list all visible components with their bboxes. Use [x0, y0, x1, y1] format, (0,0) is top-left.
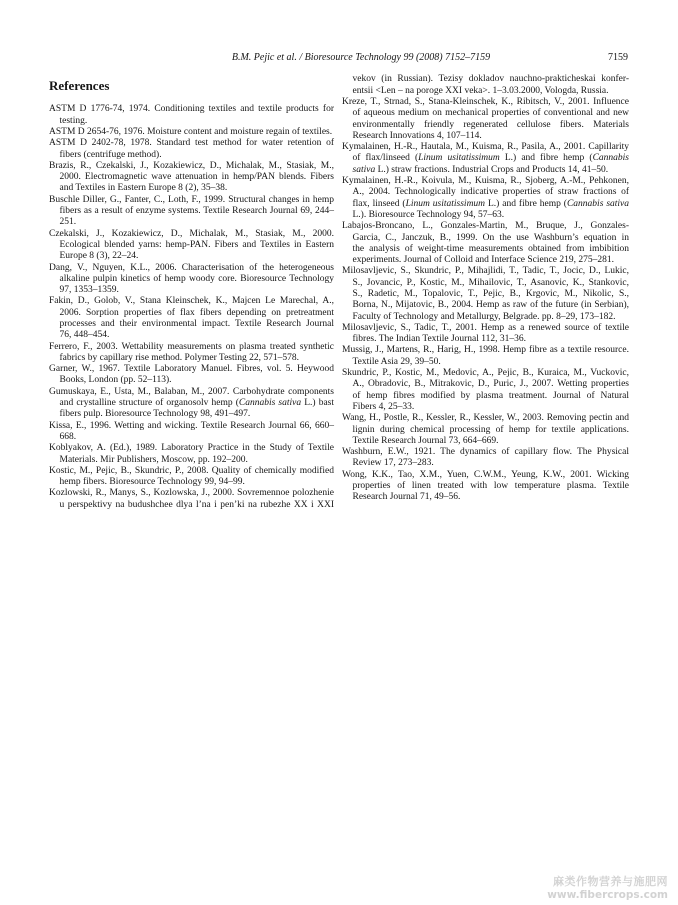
reference-text: Materials. Mir Publishers, Moscow, pp. 192–200.	[59, 454, 248, 465]
reference-text: Kymalainen, H.-R., Koivula, M., Kuisma, R., Sjoberg, A.-M., Pehkonen,	[342, 176, 629, 187]
reference-text: L.) and fibre hemp (	[499, 153, 593, 164]
reference-text: Milosavljevic, S., Skundric, P., Mihajlidi, T., Tadic, T., Jocic, D., Lukic,	[342, 266, 629, 277]
reference-text: entsii <Len – na poroge XXI veka>. 1–3.03.2000, Vologda, Russia.	[352, 85, 609, 96]
reference-text: vekov (in Russian). Tezisy dokladov nauchno-prakticheskai konfer-	[352, 74, 629, 85]
reference-line	[342, 233, 629, 244]
reference-line	[342, 323, 629, 334]
reference-entry	[49, 488, 334, 511]
reference-line	[342, 345, 629, 356]
reference-text: Kissa, E., 1996. Wetting and wicking. Textile Research Journal 66, 660–	[49, 420, 334, 431]
reference-text: Brazis, R., Czekalski, J., Kozakiewicz, D., Michalak, M., Stasiak, M.,	[49, 160, 334, 171]
italic-species-name: sativa	[352, 164, 376, 175]
reference-text: Faculty of Technology and Metallurgy, Belgrade. pp. 8–29, 173–182.	[352, 311, 616, 322]
reference-line	[342, 255, 629, 266]
reference-line	[342, 86, 629, 97]
italic-species-name: Linum usitatissimum	[405, 198, 486, 209]
reference-text: alkaline pulpin kinetics of hemp woody core. Bioresource Technology	[59, 273, 334, 284]
reference-text: Kreze, T., Strnad, S., Stana-Kleinschek, K., Ribitsch, V., 2001. Influence	[342, 96, 629, 107]
reference-line	[49, 455, 334, 466]
reference-entry	[49, 387, 334, 421]
reference-text: Dang, V., Nguyen, K.L., 2006. Characterisation of the heterogeneous	[49, 262, 334, 273]
reference-text: Garcia, C., Janczuk, B., 1999. On the use Washburn’s equation in	[352, 232, 629, 243]
references-heading: References	[49, 78, 110, 93]
reference-entry	[342, 447, 629, 470]
reference-entry	[49, 443, 334, 466]
reference-text: fibers (centrifuge method).	[59, 149, 162, 160]
reference-line	[49, 296, 334, 307]
reference-line	[342, 458, 629, 469]
reference-text: Czekalski, J., Kozakiewicz, D., Michalak, M., Stasiak, M., 2000.	[49, 228, 334, 239]
reference-text: Kostic, M., Pejic, B., Skundric, P., 2008. Quality of chemically modified	[49, 465, 334, 476]
reference-line	[49, 104, 334, 115]
reference-line	[49, 195, 334, 206]
reference-line	[342, 379, 629, 390]
reference-line	[342, 413, 629, 424]
reference-line	[342, 97, 629, 108]
reference-line	[49, 274, 334, 285]
reference-text: Research Journal 71, 49–56.	[352, 492, 461, 503]
reference-entry	[342, 97, 629, 142]
reference-line	[49, 240, 334, 251]
reference-line	[49, 172, 334, 183]
reference-text: fabrics by capillary rise method. Polymer Testing 22, 571–578.	[59, 352, 300, 363]
reference-line	[49, 432, 334, 443]
reference-text: hemp fibers. Bioresource Technology 99, 94–99.	[59, 477, 245, 488]
reference-text: A., 2004. Technologically indicative properties of straw fractions of	[352, 187, 629, 198]
reference-entry-continued	[342, 74, 629, 97]
reference-text: the analysis of weight-time measurements obtained from imbibition	[352, 243, 629, 254]
reference-line	[342, 165, 629, 176]
reference-text: lignin during chemical processing of hemp for textile applications.	[352, 424, 629, 435]
reference-line	[342, 492, 629, 503]
reference-text: 668.	[59, 431, 77, 442]
italic-species-name: Cannabis	[592, 153, 629, 164]
reference-text: fibres. The Indian Textile Journal 112, 31–36.	[352, 334, 527, 345]
reference-entry	[49, 421, 334, 444]
reference-line	[342, 221, 629, 232]
reference-text: L.). Bioresource Technology 94, 57–63.	[352, 209, 505, 220]
reference-line	[342, 210, 629, 221]
reference-line	[49, 116, 334, 127]
italic-species-name: Cannabis sativa	[238, 398, 302, 409]
reference-line	[342, 176, 629, 187]
page-number: 7159	[608, 52, 628, 63]
reference-text: Mussig, J., Martens, R., Harig, H., 1998. Hemp fibre as a textile resource.	[342, 345, 629, 356]
reference-text: Borna, N., Mijatovic, B., 2004. Hemp as raw of the future (in Serbian),	[352, 300, 629, 311]
reference-entry	[49, 195, 334, 229]
reference-text: Ferrero, F., 2003. Wettability measurements on plasma treated synthetic	[49, 341, 334, 352]
reference-entry	[342, 266, 629, 322]
reference-entry	[49, 127, 334, 138]
reference-entry	[49, 104, 334, 127]
reference-text: properties of linen treated with low temperature plasma. Textile	[352, 481, 629, 492]
reference-text: L.) straw fractions. Industrial Crops and Products 14, 41–50.	[375, 164, 609, 175]
reference-line	[342, 131, 629, 142]
reference-line	[49, 150, 334, 161]
watermark-site-name: 麻类作物营养与施肥网	[553, 875, 668, 888]
reference-line	[342, 368, 629, 379]
reference-line	[342, 278, 629, 289]
reference-text: of aqueous medium on mechanical properties of conventional and new	[352, 108, 629, 119]
reference-line	[49, 443, 334, 454]
reference-text: S., Radetic, M., Topalovic, T., Pejic, B., Krgovic, M., Nikolic, S.,	[352, 288, 629, 299]
reference-text: ASTM D 1776-74, 1974. Conditioning textiles and textile products for	[49, 104, 334, 115]
reference-entry	[49, 229, 334, 263]
reference-text: fibers pulp. Bioresource Technology 98, 491–497.	[59, 409, 251, 420]
reference-entry	[342, 142, 629, 176]
reference-line	[342, 289, 629, 300]
reference-text: 76, 448–454.	[59, 330, 110, 341]
reference-text: testing.	[59, 115, 88, 126]
reference-text: L.) bast	[301, 398, 335, 409]
reference-entry	[49, 296, 334, 341]
reference-line	[49, 364, 334, 375]
reference-line	[49, 308, 334, 319]
reference-text: u perspektivy na budushchee dlya l’na i pen’ki na rubezhe XX i XXI	[59, 499, 334, 510]
reference-line	[49, 161, 334, 172]
reference-line	[49, 183, 334, 194]
reference-text: Kozlowski, R., Manys, S., Kozlowska, J., 2000. Sovremennoe polozhenie	[49, 488, 334, 499]
reference-text: S., Jovancic, P., Kostic, M., Mihailovic, T., Asanovic, K., Stankovic,	[352, 277, 629, 288]
reference-entry	[342, 176, 629, 221]
reference-line	[342, 153, 629, 164]
reference-line	[49, 466, 334, 477]
reference-entry	[49, 138, 334, 161]
reference-line	[49, 206, 334, 217]
reference-entry	[49, 161, 334, 195]
reference-text: ASTM D 2402-78, 1978. Standard test method for water retention of	[49, 138, 334, 149]
reference-text: 251.	[59, 217, 77, 228]
reference-text: Review 17, 273–283.	[352, 458, 434, 469]
reference-line	[342, 425, 629, 436]
reference-text: and Textiles in Eastern Europe 8 (2), 35–38.	[59, 183, 228, 194]
reference-entry	[49, 364, 334, 387]
reference-text: Washburn, E.W., 1921. The dynamics of capillary flow. The Physical	[342, 447, 629, 458]
reference-entry	[342, 413, 629, 447]
reference-text: Europe 8 (3), 22–24.	[59, 251, 139, 262]
reference-line	[342, 300, 629, 311]
reference-text: 2006. Sorption properties of flax fibers depending on pretreatment	[59, 307, 334, 318]
reference-entry	[342, 221, 629, 266]
reference-text: Gumuskaya, E., Usta, M., Balaban, M., 2007. Carbohydrate components	[49, 386, 334, 397]
reference-line	[49, 251, 334, 262]
italic-species-name: Cannabis sativa	[566, 198, 630, 209]
reference-line	[49, 342, 334, 353]
reference-text: processes and their environmental impact. Textile Research Journal	[59, 318, 334, 329]
reference-text: Labajos-Broncano, L., Gonzales-Martin, M., Bruque, J., Gonzales-	[342, 221, 629, 232]
reference-line	[342, 74, 629, 85]
reference-text: flax, linseed (	[352, 198, 406, 209]
reference-line	[49, 217, 334, 228]
reference-text: of flax/linseed (	[352, 153, 419, 164]
italic-species-name: Linum usitatissimum	[418, 153, 500, 164]
reference-line	[342, 187, 629, 198]
reference-text: environmentally friendly regenerated cellulose fibers. Materials	[352, 119, 629, 130]
reference-text: Kymalainen, H.-R., Hautala, M., Kuisma, R., Pasila, A., 2001. Capillarity	[342, 142, 629, 153]
running-title: B.M. Pejic et al. / Bioresource Technology 99 (2008) 7152–7159	[231, 52, 491, 63]
reference-line	[49, 263, 334, 274]
reference-text: Wong, K.K., Tao, X.M., Yuen, C.W.M., Yeung, K.W., 2001. Wicking	[342, 469, 629, 480]
reference-entry	[49, 342, 334, 365]
reference-entry	[342, 323, 629, 346]
reference-line	[49, 488, 334, 499]
reference-text: Textile Asia 29, 39–50.	[352, 356, 441, 367]
reference-entry	[342, 470, 629, 504]
reference-line	[49, 229, 334, 240]
reference-line	[49, 387, 334, 398]
reference-line	[342, 357, 629, 368]
reference-text: A., Obradovic, B., Mitrakovic, D., Puric, J., 2007. Wetting properties	[352, 379, 629, 390]
reference-line	[49, 353, 334, 364]
reference-entry	[342, 345, 629, 368]
reference-line	[49, 127, 334, 138]
reference-text: Wang, H., Postle, R., Kessler, R., Kessler, W., 2003. Removing pectin and	[342, 413, 629, 424]
reference-text: of hemp fibres modified by plasma treatment. Journal of Natural	[352, 390, 629, 401]
reference-text: Ecological blended yarns: hemp-PAN. Fibers and Textiles in Eastern	[59, 239, 334, 250]
reference-text: 2000. Electromagnetic wave attenuation in hemp/PAN blends. Fibers	[59, 172, 334, 183]
reference-text: Fibers 4, 25–33.	[352, 401, 415, 412]
reference-entry	[342, 368, 629, 413]
reference-line	[342, 266, 629, 277]
reference-text: Buschle Diller, G., Fanter, C., Loth, F., 1999. Structural changes in hemp	[49, 194, 334, 205]
reference-text: Fakin, D., Golob, V., Stana Kleinschek, K., Majcen Le Marechal, A.,	[49, 296, 334, 307]
reference-line	[342, 470, 629, 481]
reference-line	[342, 108, 629, 119]
reference-line	[49, 409, 334, 420]
reference-line	[49, 330, 334, 341]
reference-entry	[49, 466, 334, 489]
reference-text: Garner, W., 1967. Textile Laboratory Manuel. Fibres, vol. 5. Heywood	[49, 364, 334, 375]
reference-text: Textile Research Journal 73, 664–669.	[352, 435, 499, 446]
reference-text: ASTM D 2654-76, 1976. Moisture content and moisture regain of textiles.	[49, 126, 333, 137]
reference-line	[342, 312, 629, 323]
reference-line	[49, 138, 334, 149]
reference-line	[49, 319, 334, 330]
reference-text: L.) and fibre hemp (	[485, 198, 567, 209]
reference-line	[49, 477, 334, 488]
reference-line	[49, 421, 334, 432]
reference-line	[342, 436, 629, 447]
reference-text: Skundric, P., Kostic, M., Medovic, A., Pejic, B., Kuraica, M., Vuckovic,	[342, 368, 629, 379]
reference-line	[49, 375, 334, 386]
references-column-left	[49, 104, 334, 511]
reference-line	[49, 398, 334, 409]
reference-line	[342, 334, 629, 345]
reference-line	[342, 391, 629, 402]
reference-line	[342, 244, 629, 255]
watermark-url: www.fibercrops.com	[547, 889, 668, 901]
reference-text: Koblyakov, A. (Ed.), 1989. Laboratory Practice in the Study of Textile	[49, 443, 334, 454]
references-column-right	[342, 74, 629, 503]
reference-line	[342, 447, 629, 458]
reference-text: fibers as a result of enzyme systems. Textile Research Journal 69, 244–	[59, 206, 334, 217]
reference-text: and crystalline structure of organosolv hemp (	[59, 398, 239, 409]
reference-text: Research Innovations 4, 107–114.	[352, 130, 482, 141]
watermark	[547, 874, 668, 902]
reference-entry	[49, 263, 334, 297]
reference-text: Books, London (pp. 52–113).	[59, 375, 172, 386]
reference-line	[342, 142, 629, 153]
reference-line	[342, 481, 629, 492]
reference-line	[49, 500, 334, 511]
reference-text: 97, 1353–1359.	[59, 285, 119, 296]
reference-line	[342, 120, 629, 131]
reference-line	[342, 402, 629, 413]
reference-text: experiments. Journal of Colloid and Interface Science 219, 275–281.	[352, 255, 614, 266]
reference-text: Milosavljevic, S., Tadic, T., 2001. Hemp as a renewed source of textile	[342, 322, 629, 333]
reference-line	[49, 285, 334, 296]
reference-line	[342, 199, 629, 210]
